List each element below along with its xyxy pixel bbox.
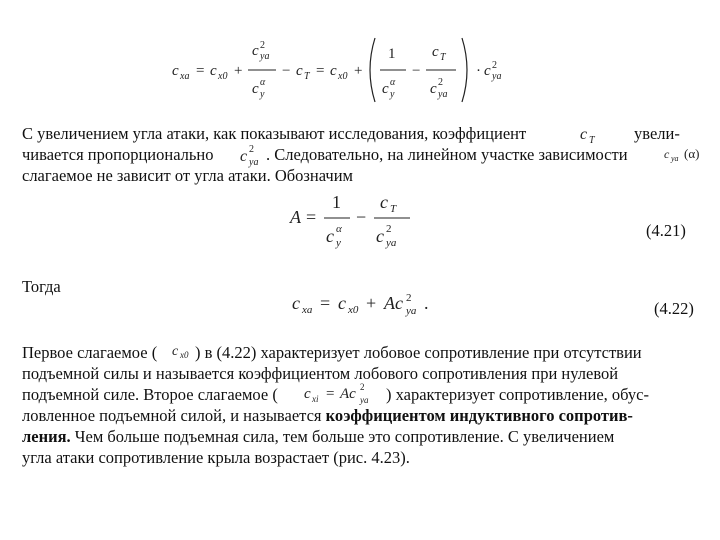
svg-text:c: c — [580, 126, 588, 143]
svg-text:+: + — [366, 293, 377, 313]
text: чивается пропорционально — [22, 145, 214, 164]
svg-text:ya: ya — [671, 154, 679, 163]
svg-text:=: = — [326, 386, 335, 402]
svg-text:c: c — [380, 192, 388, 212]
svg-text:c: c — [330, 63, 337, 79]
svg-text:c: c — [252, 81, 259, 97]
formula-4-22 — [290, 287, 440, 323]
svg-text:−: − — [282, 63, 291, 79]
paragraph2-line1-end — [195, 343, 642, 363]
svg-text:T: T — [589, 135, 595, 146]
svg-text:A: A — [290, 207, 301, 227]
svg-text:=: = — [320, 293, 331, 313]
paragraph2-line3 — [22, 385, 278, 405]
formula-top — [170, 30, 520, 110]
paragraph1-line2-end — [266, 145, 628, 165]
svg-text:y: y — [260, 89, 265, 100]
paragraph1-line2 — [22, 145, 214, 165]
svg-text:ya: ya — [386, 237, 397, 249]
svg-text:+: + — [234, 63, 243, 79]
svg-text:c: c — [484, 63, 491, 79]
svg-text:c: c — [338, 293, 346, 313]
bold-term-end: ления. — [22, 427, 71, 446]
svg-text:α: α — [390, 77, 396, 88]
paragraph1-line1-end — [634, 124, 680, 144]
svg-text:ya: ya — [492, 71, 502, 82]
svg-text:c: c — [292, 293, 300, 313]
text: увели- — [634, 124, 680, 143]
text-togda: Тогда — [22, 277, 61, 296]
svg-text:−: − — [412, 63, 421, 79]
inline-formula-cx0 — [170, 340, 196, 362]
svg-text:c: c — [382, 81, 389, 97]
bold-term: коэффициентом индуктивного сопротив- — [325, 406, 633, 425]
svg-text:2: 2 — [406, 292, 412, 304]
svg-text:c: c — [304, 386, 311, 402]
svg-text:=: = — [196, 63, 205, 79]
svg-text:ya: ya — [406, 305, 417, 317]
svg-text:1: 1 — [332, 192, 341, 212]
equation-number-4-22: (4.22) — [654, 299, 694, 318]
svg-text:(α): (α) — [684, 146, 700, 161]
text: С увеличением угла атаки, как показывают исследования, коэффициент — [22, 124, 527, 143]
svg-text:c: c — [210, 63, 217, 79]
svg-text:c: c — [430, 81, 437, 97]
text: подъемной силе. Второе слагаемое ( — [22, 385, 278, 404]
svg-text:Ac: Ac — [384, 293, 403, 313]
svg-text:2: 2 — [360, 382, 365, 392]
svg-text:−: − — [356, 207, 367, 227]
paragraph2-line3-end — [386, 385, 649, 405]
text: ) в (4.22) характеризует лобовое сопротивление при отсутствии — [195, 343, 642, 362]
svg-text:c: c — [296, 63, 303, 79]
svg-text:c: c — [376, 226, 384, 246]
svg-text:=: = — [306, 207, 317, 227]
svg-text:c: c — [326, 226, 334, 246]
svg-text:ya: ya — [438, 89, 448, 100]
text: слагаемое не зависит от угла атаки. Обозначим — [22, 166, 353, 185]
paragraph2-line1 — [22, 343, 157, 363]
svg-text:+: + — [354, 63, 363, 79]
formula-4-21 — [288, 188, 418, 250]
paragraph1-line1 — [22, 124, 526, 144]
svg-text:ya: ya — [249, 157, 259, 168]
svg-text:x0: x0 — [218, 71, 228, 82]
svg-text:α: α — [336, 223, 342, 235]
text: ловленное подъемной силой, и называется — [22, 406, 322, 425]
svg-text:T: T — [390, 203, 397, 215]
svg-text:T: T — [304, 71, 310, 82]
paragraph2-line4 — [22, 406, 633, 426]
svg-text:c: c — [240, 148, 248, 165]
svg-text:y: y — [336, 237, 341, 249]
text: . Следовательно, на линейном участке зависимости — [266, 145, 628, 164]
svg-text:2: 2 — [260, 40, 265, 51]
svg-text:x0: x0 — [338, 71, 348, 82]
equation-number-4-21: (4.21) — [646, 221, 686, 240]
inline-formula-cya-alpha — [662, 143, 712, 167]
text: Чем больше подъемная сила, тем больше это сопротивление. С увеличением — [74, 427, 615, 446]
svg-text:2: 2 — [492, 60, 497, 71]
text: подъемной силы и называется коэффициентом лобового сопротивления при нулевой — [22, 364, 619, 383]
svg-text:ya: ya — [360, 395, 369, 405]
svg-text:2: 2 — [386, 223, 392, 235]
svg-text:c: c — [664, 147, 670, 161]
svg-text:T: T — [440, 52, 446, 63]
svg-text:2: 2 — [249, 144, 254, 155]
svg-text:c: c — [172, 63, 179, 79]
paragraph2-line6 — [22, 448, 410, 468]
text: ) характеризует сопротивление, обус- — [386, 385, 650, 404]
svg-text:=: = — [316, 63, 325, 79]
svg-text:c: c — [172, 344, 179, 359]
svg-text:y: y — [390, 89, 395, 100]
svg-text:α: α — [260, 77, 266, 88]
svg-text:ya: ya — [260, 51, 270, 62]
svg-text:x0: x0 — [348, 304, 359, 316]
paragraph1-line3 — [22, 166, 353, 186]
svg-text:c: c — [432, 44, 439, 60]
inline-formula-cT — [578, 122, 618, 146]
text: Первое слагаемое ( — [22, 343, 158, 362]
svg-text:xa: xa — [180, 71, 190, 82]
svg-text:Ac: Ac — [340, 386, 356, 402]
svg-text:·: · — [476, 63, 481, 79]
svg-text:xi: xi — [312, 394, 319, 404]
paragraph2-line5 — [22, 427, 614, 447]
svg-text:c: c — [252, 43, 259, 59]
svg-text:.: . — [424, 293, 429, 313]
svg-text:1: 1 — [388, 46, 396, 62]
inline-formula-cxi — [302, 378, 392, 408]
svg-text:xa: xa — [302, 304, 313, 316]
svg-text:2: 2 — [438, 77, 443, 88]
svg-text:x0: x0 — [180, 350, 189, 360]
text: угла атаки сопротивление крыла возрастает (рис. 4.23). — [22, 448, 410, 467]
